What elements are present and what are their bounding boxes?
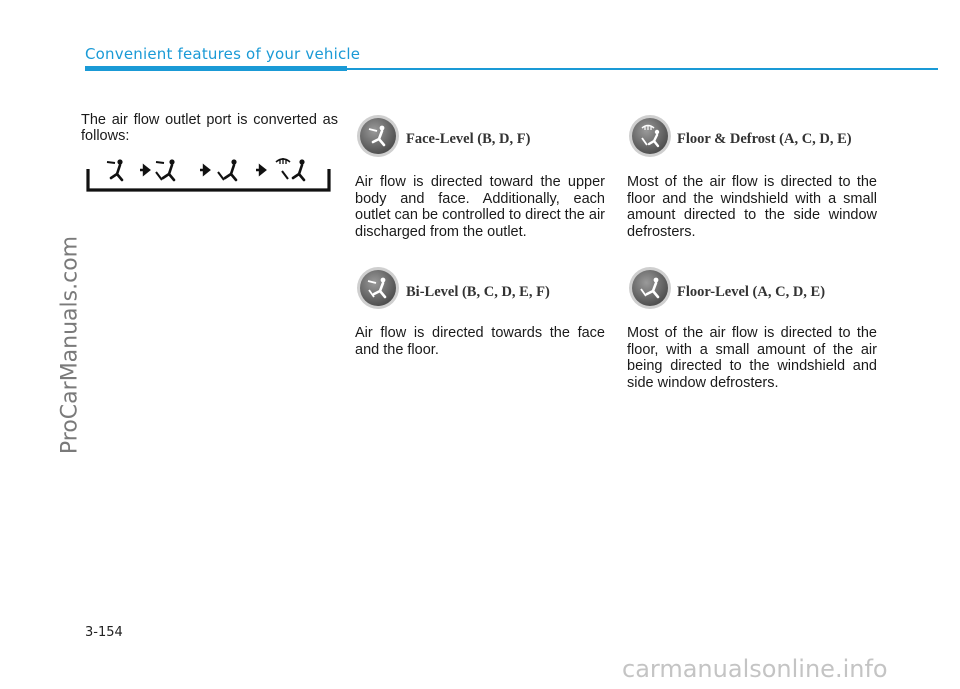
face-level-title: Face-Level (B, D, F) (406, 131, 531, 147)
mode-sequence-diagram (84, 152, 334, 198)
face-level-icon (107, 159, 123, 180)
footer-watermark: carmanualsonline.info (622, 655, 888, 683)
floor-defrost-icon (628, 114, 672, 158)
floor-level-icon (628, 266, 672, 310)
bi-level-title: Bi-Level (B, C, D, E, F) (406, 284, 550, 300)
floor-level-description: Most of the air flow is directed to the floor, with a small amount of the air being directed to the windshield and side window defrosters. (627, 325, 877, 391)
bi-level-description: Air flow is directed towards the face and the floor. (355, 325, 605, 358)
floor-level-title: Floor-Level (A, C, D, E) (677, 284, 826, 300)
bi-level-icon (156, 159, 175, 180)
face-level-description: Air flow is directed toward the upper body and face. Additionally, each outlet can be controlled to direct the air discharged from the outlet. (355, 174, 605, 240)
bi-level-icon (356, 266, 400, 310)
sequence-bracket (88, 169, 329, 190)
floor-defrost-icon (276, 158, 305, 180)
intro-text: The air flow outlet port is converted as follows: (81, 112, 338, 144)
arrow-icon (140, 166, 149, 174)
floor-defrost-description: Most of the air flow is directed to the floor and the windshield with a small amount directed to the side window defrosters. (627, 174, 877, 240)
floor-level-icon (218, 159, 237, 180)
arrow-icon (200, 166, 209, 174)
header-rule (347, 68, 938, 70)
page-number: 3-154 (85, 625, 123, 640)
side-watermark: ProCarManuals.com (57, 235, 83, 455)
section-title: Convenient features of your vehicle (85, 45, 361, 63)
arrow-icon (256, 166, 265, 174)
header-rule-accent (85, 66, 347, 71)
floor-defrost-title: Floor & Defrost (A, C, D, E) (677, 131, 852, 147)
face-level-icon (356, 114, 400, 158)
